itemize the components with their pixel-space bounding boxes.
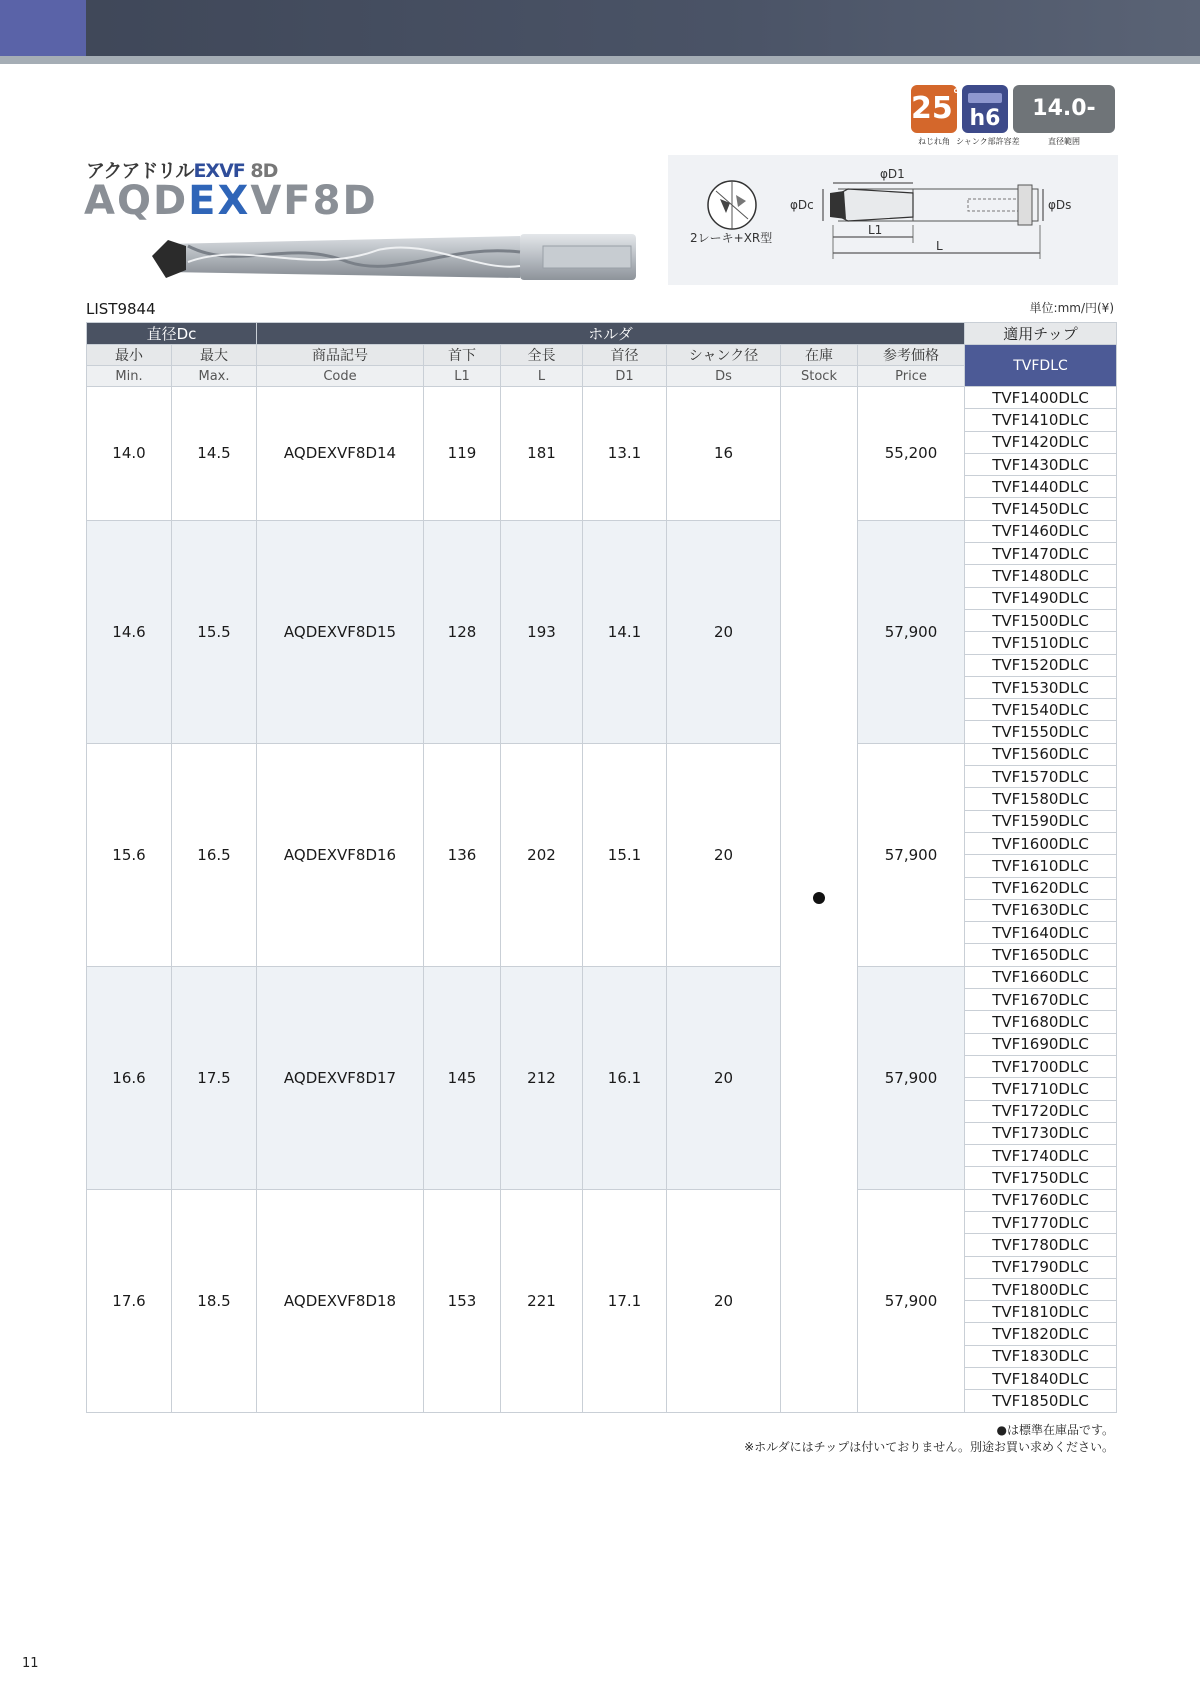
cell-chip-code: TVF1800DLC [965,1278,1117,1300]
shank-tolerance-caption: シャンク部許容差 [956,137,1020,146]
cell-chip-code: TVF1620DLC [965,877,1117,899]
header-bar [0,0,1200,56]
cell-chip-code: TVF1820DLC [965,1323,1117,1345]
cell-d1: 17.1 [583,1189,667,1412]
cell-price: 57,900 [858,743,965,966]
cell-chip-code: TVF1770DLC [965,1211,1117,1233]
header-rule [0,56,1200,64]
cell-chip-code: TVF1630DLC [965,899,1117,921]
list-number: LIST9844 [86,300,156,318]
cell-chip-code: TVF1710DLC [965,1078,1117,1100]
cell-max: 17.5 [172,966,257,1189]
ds-label: φDs [1048,198,1072,212]
dc-label: φDc [790,198,814,212]
header-stock-jp: 在庫 [781,345,858,366]
helix-angle-badge: 25° [911,85,957,133]
header-stock-en: Stock [781,366,858,387]
cell-d1: 14.1 [583,520,667,743]
cell-chip-code: TVF1480DLC [965,565,1117,587]
cell-l: 202 [501,743,583,966]
l1-label: L1 [868,223,883,237]
tip-type-label: 2レーキ+XR型 [690,231,773,245]
table-row [87,1189,1117,1211]
cell-ds: 16 [667,387,781,521]
header-accent [0,0,86,56]
header-ds-en: Ds [667,366,781,387]
product-subtitle: アクアドリルEXVF 8D [86,160,278,182]
cell-chip-code: TVF1750DLC [965,1167,1117,1189]
cell-ds: 20 [667,520,781,743]
cell-chip-code: TVF1500DLC [965,609,1117,631]
cell-l1: 119 [424,387,501,521]
cell-stock [781,387,858,1413]
header-price-en: Price [858,366,965,387]
d1-label: φD1 [880,167,905,181]
cell-chip-code: TVF1520DLC [965,654,1117,676]
cell-min: 15.6 [87,743,172,966]
cell-chip-code: TVF1680DLC [965,1011,1117,1033]
l-label: L [936,239,943,253]
cell-d1: 15.1 [583,743,667,966]
cell-chip-code: TVF1460DLC [965,520,1117,542]
cell-code: AQDEXVF8D14 [257,387,424,521]
cell-ds: 20 [667,966,781,1189]
diameter-range-badge: 14.0- [1013,85,1115,133]
header-code-en: Code [257,366,424,387]
shank-icon [968,93,1002,103]
cell-chip-code: TVF1470DLC [965,543,1117,565]
header-min-en: Min. [87,366,172,387]
cell-chip-code: TVF1550DLC [965,721,1117,743]
cell-chip-code: TVF1640DLC [965,922,1117,944]
cell-chip-code: TVF1590DLC [965,810,1117,832]
header-max-en: Max. [172,366,257,387]
cell-chip-code: TVF1610DLC [965,855,1117,877]
header-code-jp: 商品記号 [257,345,424,366]
cell-chip-code: TVF1700DLC [965,1055,1117,1077]
cell-max: 15.5 [172,520,257,743]
cell-chip-code: TVF1730DLC [965,1122,1117,1144]
cell-chip-code: TVF1670DLC [965,989,1117,1011]
header-l-en: L [501,366,583,387]
cell-l: 193 [501,520,583,743]
cell-chip-code: TVF1840DLC [965,1368,1117,1390]
cell-chip-code: TVF1430DLC [965,453,1117,475]
header-price-jp: 参考価格 [858,345,965,366]
cell-code: AQDEXVF8D17 [257,966,424,1189]
cell-chip-code: TVF1790DLC [965,1256,1117,1278]
header-d1-jp: 首径 [583,345,667,366]
cell-max: 18.5 [172,1189,257,1412]
stock-note: ●は標準在庫品です。 [996,1423,1114,1437]
group-holder: ホルダ [257,323,965,345]
stock-mark [813,892,825,904]
table-row [87,743,1117,765]
cell-price: 57,900 [858,1189,965,1412]
cell-chip-code: TVF1600DLC [965,832,1117,854]
cell-chip-code: TVF1760DLC [965,1189,1117,1211]
header-l-jp: 全長 [501,345,583,366]
cell-min: 16.6 [87,966,172,1189]
cell-ds: 20 [667,743,781,966]
cell-chip-code: TVF1450DLC [965,498,1117,520]
cell-code: AQDEXVF8D18 [257,1189,424,1412]
cell-l1: 153 [424,1189,501,1412]
cell-l: 212 [501,966,583,1189]
cell-chip-code: TVF1780DLC [965,1234,1117,1256]
header-max-jp: 最大 [172,345,257,366]
cell-chip-code: TVF1660DLC [965,966,1117,988]
page-number: 11 [22,1656,39,1671]
cell-max: 14.5 [172,387,257,521]
drill-image [148,232,638,286]
cell-chip-code: TVF1510DLC [965,632,1117,654]
cell-d1: 16.1 [583,966,667,1189]
cell-d1: 13.1 [583,387,667,521]
cell-chip-code: TVF1580DLC [965,788,1117,810]
helix-angle-caption: ねじれ角 [918,137,950,146]
header-d1-en: D1 [583,366,667,387]
spec-table [86,322,1117,1413]
table-row [87,966,1117,988]
cell-price: 57,900 [858,966,965,1189]
header-l1-en: L1 [424,366,501,387]
cell-min: 17.6 [87,1189,172,1412]
cell-chip-code: TVF1440DLC [965,476,1117,498]
cell-price: 55,200 [858,387,965,521]
table-row [87,520,1117,542]
cell-chip-code: TVF1540DLC [965,699,1117,721]
cell-l: 181 [501,387,583,521]
cell-chip-code: TVF1720DLC [965,1100,1117,1122]
chip-series-name: TVFDLC [965,345,1117,387]
header-ds-jp: シャンク径 [667,345,781,366]
cell-code: AQDEXVF8D16 [257,743,424,966]
cell-chip-code: TVF1570DLC [965,766,1117,788]
header-min-jp: 最小 [87,345,172,366]
cell-min: 14.0 [87,387,172,521]
cell-code: AQDEXVF8D15 [257,520,424,743]
cell-min: 14.6 [87,520,172,743]
cell-chip-code: TVF1420DLC [965,431,1117,453]
dimension-diagram [668,155,1118,285]
cell-chip-code: TVF1410DLC [965,409,1117,431]
group-diameter: 直径Dc [87,323,257,345]
cell-ds: 20 [667,1189,781,1412]
cell-chip-code: TVF1830DLC [965,1345,1117,1367]
cell-price: 57,900 [858,520,965,743]
cell-max: 16.5 [172,743,257,966]
cell-chip-code: TVF1650DLC [965,944,1117,966]
product-title: AQDEXVF8D [84,178,378,224]
cell-chip-code: TVF1850DLC [965,1390,1117,1412]
cell-chip-code: TVF1490DLC [965,587,1117,609]
diameter-range-caption: 直径範囲 [1048,137,1080,146]
unit-label: 単位:mm/円(¥) [1029,301,1114,315]
chip-note: ※ホルダにはチップは付いておりません。別途お買い求めください。 [744,1440,1114,1454]
cell-l1: 145 [424,966,501,1189]
cell-chip-code: TVF1690DLC [965,1033,1117,1055]
header-l1-jp: 首下 [424,345,501,366]
cell-chip-code: TVF1530DLC [965,676,1117,698]
cell-chip-code: TVF1810DLC [965,1301,1117,1323]
shank-tolerance-badge: h6 [962,85,1008,133]
cell-l1: 136 [424,743,501,966]
cell-chip-code: TVF1400DLC [965,387,1117,409]
cell-l: 221 [501,1189,583,1412]
group-chip: 適用チップ [965,323,1117,345]
table-row [87,387,1117,409]
cell-chip-code: TVF1560DLC [965,743,1117,765]
cell-l1: 128 [424,520,501,743]
cell-chip-code: TVF1740DLC [965,1145,1117,1167]
